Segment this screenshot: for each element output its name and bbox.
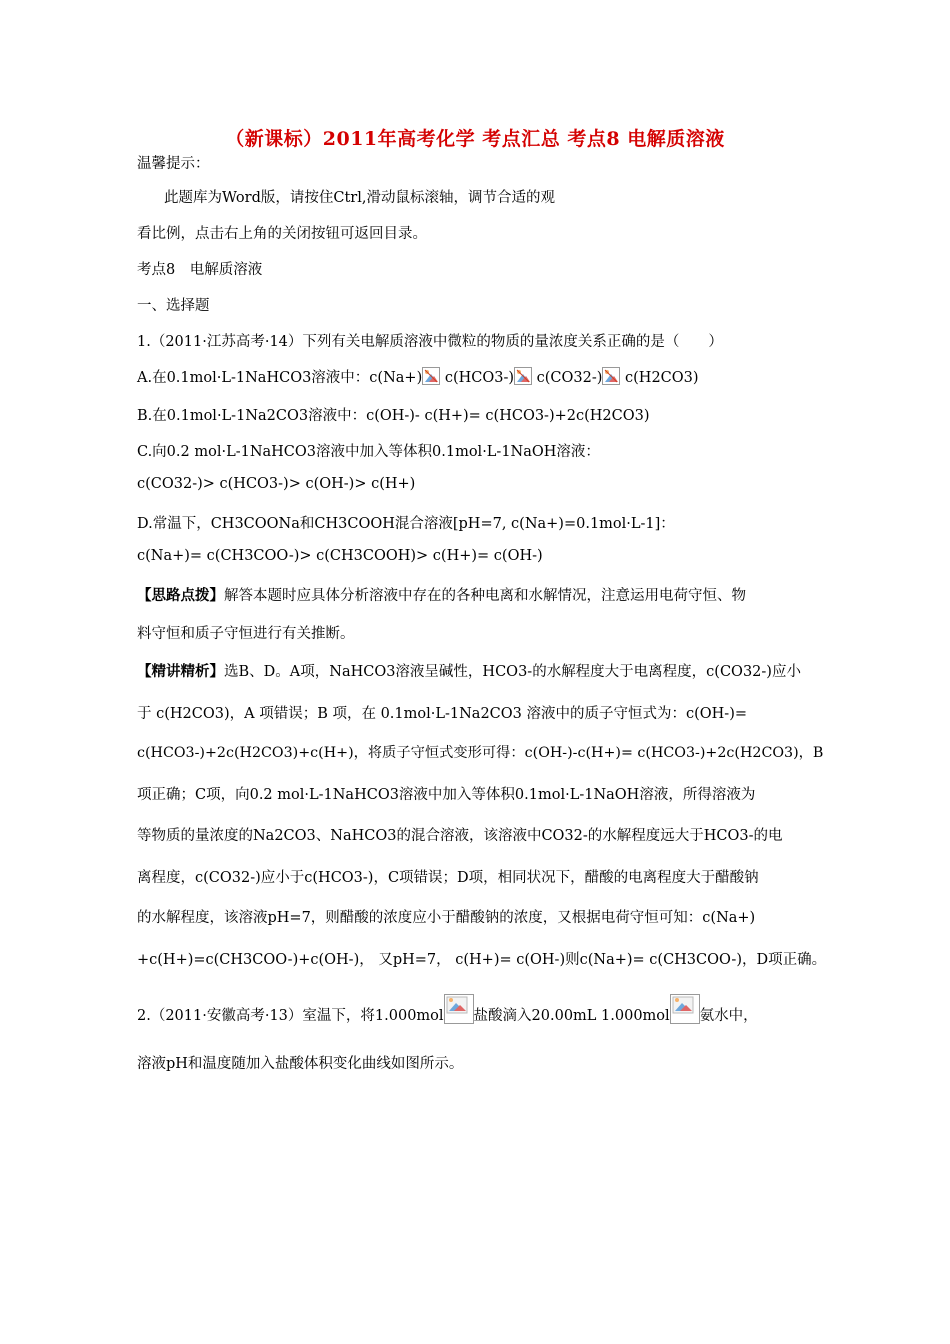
- question-2-text-3: 氨水中，: [699, 1008, 758, 1024]
- hint-label: 【思路点拨】: [137, 587, 224, 604]
- broken-image-icon: [422, 367, 440, 389]
- hint-text-1: 解答本题时应具体分析溶液中存在的各种电离和水解情况，注意运用电荷守恒、物: [224, 588, 746, 604]
- question-1-option-d-line-2: c(Na+)= c(CH3COO-)> c(CH3COOH)> c(H+)= c(OH-): [137, 548, 543, 564]
- question-2-line-2: 溶液pH和温度随加入盐酸体积变化曲线如图所示。: [137, 1056, 464, 1072]
- hint-line-1: [137, 584, 746, 605]
- tip-line-2: 看比例，点击右上角的关闭按钮可返回目录。: [137, 226, 427, 242]
- option-a-text-1: A.在0.1mol·L-1NaHCO3溶液中：c(Na+): [137, 370, 423, 386]
- broken-image-icon: [670, 994, 700, 1028]
- question-2-line-1: [137, 994, 758, 1028]
- broken-image-icon: [602, 367, 620, 389]
- analysis-line-3: c(HCO3-)+2c(H2CO3)+c(H+)，将质子守恒式变形可得：c(OH-)-c(H+)= c(HCO3-)+2c(H2CO3)，B: [137, 745, 824, 761]
- analysis-label: 【精讲精析】: [137, 663, 224, 680]
- question-1-option-c-line-2: c(CO32-)> c(HCO3-)> c(OH-)> c(H+): [137, 476, 416, 492]
- analysis-line-8: +c(H+)=c(CH3COO-)+c(OH-)， 又pH=7， c(H+)= c(OH-)则c(Na+)= c(CH3COO-)，D项正确。: [137, 952, 827, 968]
- document-title: （新课标）2011年高考化学 考点汇总 考点8 电解质溶液: [225, 128, 725, 150]
- broken-image-icon: [444, 994, 474, 1028]
- analysis-text-1: 选B、D。A项，NaHCO3溶液呈碱性，HCO3-的水解程度大于电离程度，c(CO32-)应小: [224, 664, 801, 680]
- analysis-line-7: 的水解程度，该溶液pH=7，则醋酸的浓度应小于醋酸钠的浓度，又根据电荷守恒可知：c(Na+): [137, 910, 756, 926]
- option-a-text-4: c(H2CO3): [620, 370, 699, 386]
- tip-heading: 温馨提示：: [137, 156, 210, 172]
- broken-image-icon: [514, 367, 532, 389]
- question-1-option-b: B.在0.1mol·L-1Na2CO3溶液中：c(OH-)- c(H+)= c(HCO3-)+2c(H2CO3): [137, 408, 650, 424]
- question-1-option-c-line-1: C.向0.2 mol·L-1NaHCO3溶液中加入等体积0.1mol·L-1NaOH溶液：: [137, 444, 600, 460]
- question-2-text-1: 2.（2011·安徽高考·13）室温下，将1.000mol: [137, 1008, 444, 1024]
- analysis-line-1: [137, 660, 801, 681]
- section-heading: 考点8 电解质溶液: [137, 262, 263, 278]
- tip-line-1: 此题库为Word版，请按住Ctrl,滑动鼠标滚轴，调节合适的观: [164, 190, 555, 206]
- analysis-line-4: 项正确；C项，向0.2 mol·L-1NaHCO3溶液中加入等体积0.1mol·L-1NaOH溶液，所得溶液为: [137, 787, 756, 803]
- question-1-stem: 1.（2011·江苏高考·14）下列有关电解质溶液中微粒的物质的量浓度关系正确的是（ ）: [137, 334, 723, 350]
- hint-line-2: 料守恒和质子守恒进行有关推断。: [137, 626, 355, 642]
- question-2-text-2: 盐酸滴入20.00mL 1.000mol: [473, 1008, 670, 1024]
- analysis-line-6: 离程度，c(CO32-)应小于c(HCO3-)，C项错误；D项，相同状况下，醋酸的电离程度大于醋酸钠: [137, 870, 759, 886]
- question-1-option-d-line-1: D.常温下，CH3COONa和CH3COOH混合溶液[pH=7, c(Na+)=0.1mol·L-1]：: [137, 516, 675, 532]
- option-a-text-3: c(CO32-): [532, 370, 603, 386]
- question-1-option-a: [137, 366, 699, 389]
- subsection-heading: 一、选择题: [137, 298, 210, 314]
- option-a-text-2: c(HCO3-): [440, 370, 515, 386]
- analysis-line-5: 等物质的量浓度的Na2CO3、NaHCO3的混合溶液，该溶液中CO32-的水解程度远大于HCO3-的电: [137, 828, 783, 844]
- analysis-line-2: 于 c(H2CO3)，A 项错误；B 项，在 0.1mol·L-1Na2CO3 溶液中的质子守恒式为：c(OH-)=: [137, 706, 748, 722]
